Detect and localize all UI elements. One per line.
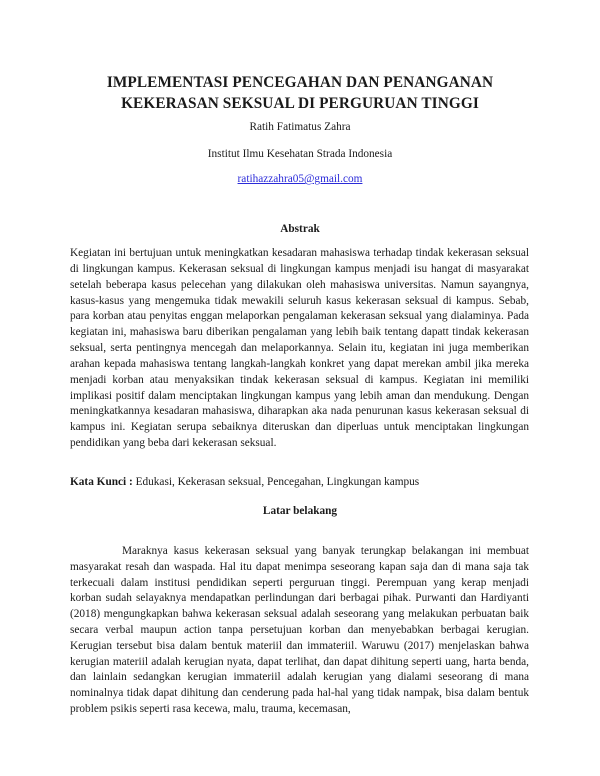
author-email-link[interactable]: ratihazzahra05@gmail.com — [237, 173, 363, 185]
abstract-text: Kegiatan ini bertujuan untuk meningkatkan kesadaran mahasiswa terhadap tindak kekerasan seksual di lingkungan kampus. Kekerasan seksual di lingkungan kampus menjadi isu hangat di masyarakat setelah beberapa kasus pelecehan yang dilakukan oleh mahasiswa universitas. Namun sayangnya, kasus-kasus yang mengemuka tidak mewakili seluruh kasus kekerasan seksual di kampus. Sebab, para korban atau penyitas enggan melaporkan pengalaman kekerasan seksual yang dialaminya. Pada kegiatan ini, mahasiswa baru diberikan pengalaman yang lebih baik tentang dapatt tindak kekerasan seksual, serta pentingnya mencegah dan melaporkannya. Selain itu, kegiatan ini juga memberikan arahan kepada mahasiswa tentang langkah-langkah konkret yang dapat merekan ambil jika mereka menjadi korban atau menyaksikan tindak kekerasan seksual di kampus. Kegiatan ini memiliki implikasi positif dalam menciptakan lingkungan kampus yang lebih aman dan mendukung. Dengan meningkatkannya kesadaran mahasiswa, diharapkan aka nada penurunan kasus kekerasan seksual di kampus ini. Kegiatan serupa sebaiknya diteruskan dan diperluas untuk menciptakan lingkungan pendidikan yang beba dari kekerasan seksual. — [70, 247, 529, 450]
title-line-1: IMPLEMENTASI PENCEGAHAN DAN PENANGANAN — [106, 74, 494, 91]
paper-title — [60, 72, 540, 114]
keywords-list: Edukasi, Kekerasan seksual, Pencegahan, Lingkungan kampus — [132, 476, 420, 488]
keywords-label: Kata Kunci : — [70, 476, 133, 488]
title-line-2: KEKERASAN SEKSUAL DI PERGURUAN TINGGI — [121, 95, 479, 112]
abstract-heading: Abstrak — [280, 223, 320, 235]
body-paragraph: Maraknya kasus kekerasan seksual yang banyak terungkap belakangan ini membuat masyarakat resah dan waspada. Hal itu dapat menimpa seseorang kapan saja dan di mana saja tak terkecuali dalam institusi pendidikan seperti perguruan tinggi. Perempuan yang kerap menjadi korban sudah selayaknya mendapatkan perlindungan dari berbagai pihak. Purwanti dan Hardiyanti (2018) mengungkapkan bahwa kekerasan seksual adalah seseorang yang melakukan perbuatan baik secara verbal maupun action tanpa persetujuan korban dan menyebabkan berbagai kerugian. Kerugian tersebut bisa dalam bentuk materiil dan immateriil. Waruwu (2017) menjelaskan bahwa kerugian materiil adalah kerugian nyata, dapat terlihat, dan dapat dihitung seperti uang, harta benda, dan lainlain sedangkan kerugian immateriil adalah kerugian yang dialami seseorang di mana nominalnya tidak dapat dihitung dan cenderung pada hal-hal yang tidak nampak, bisa dalam bentuk problem psikis seperti rasa kecewa, malu, trauma, kecemasan, — [70, 545, 529, 715]
institution: Institut Ilmu Kesehatan Strada Indonesia — [207, 148, 393, 160]
section-heading: Latar belakang — [262, 505, 338, 517]
author-name: Ratih Fatimatus Zahra — [249, 121, 351, 133]
author-email-container — [0, 173, 600, 185]
keywords — [70, 476, 530, 488]
